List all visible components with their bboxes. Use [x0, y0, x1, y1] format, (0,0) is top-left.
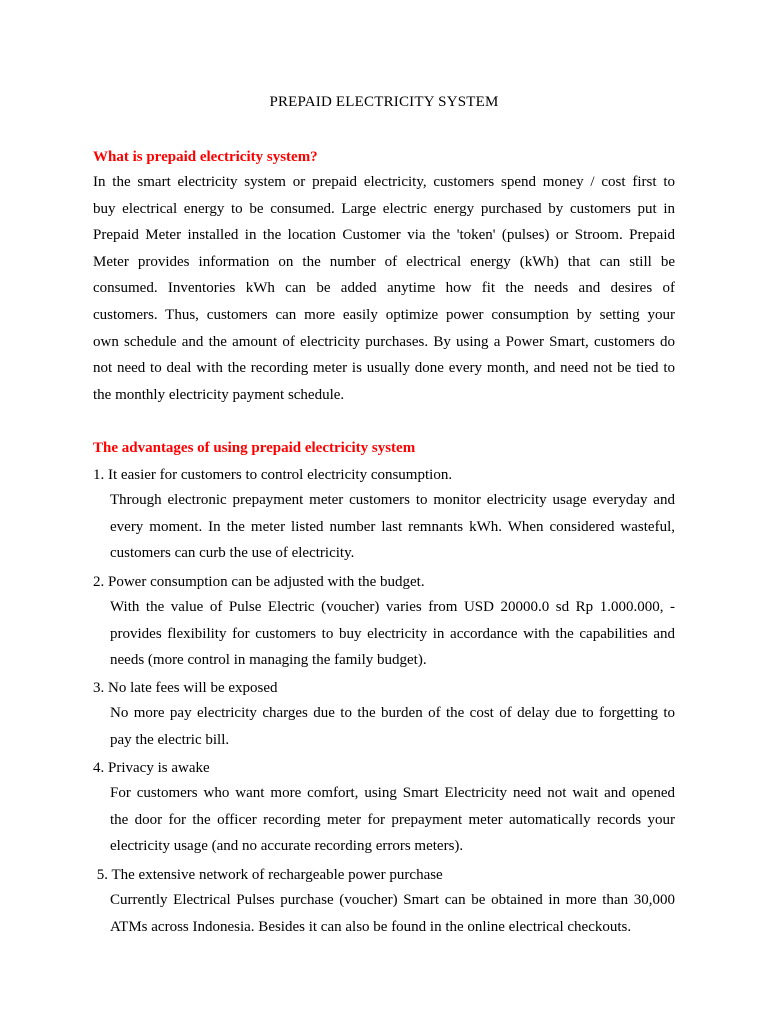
body-line: With the value of Pulse Electric (voucher) varies from USD 20000.0 sd Rp 1.000.000, -	[110, 599, 675, 615]
paragraph-line: Meter provides information on the number of electrical energy (kWh) that can still be	[93, 253, 675, 270]
body-line: provides flexibility for customers to buy electricity in accordance with the capabilities and	[110, 625, 675, 642]
intro-paragraph	[93, 169, 675, 408]
advantage-item-body	[110, 487, 675, 567]
body-line: ATMs across Indonesia. Besides it can also be found in the online electrical checkouts.	[110, 918, 632, 935]
body-line: every moment. In the meter listed number last remnants kWh. When considered wasteful,	[110, 518, 675, 535]
paragraph-line: own schedule and the amount of electricity purchases. By using a Power Smart, customers do	[93, 333, 675, 350]
advantage-item-label: 5. The extensive network of rechargeable power purchase	[93, 867, 443, 883]
body-line: No more pay electricity charges due to the burden of the cost of delay due to forgetting to	[110, 705, 675, 721]
advantage-item-body	[110, 700, 675, 753]
advantage-item-label: 1. It easier for customers to control electricity consumption.	[93, 467, 453, 483]
advantage-item-body	[110, 594, 675, 674]
paragraph-line: not need to deal with the recording meter is usually done every month, and need not be tied to	[93, 360, 675, 377]
advantage-item-label: 4. Privacy is awake	[93, 760, 210, 776]
paragraph-line: consumed. Inventories kWh can be added anytime how fit the needs and desires of	[93, 280, 675, 297]
paragraph-line: Prepaid Meter installed in the location Customer via the 'token' (pulses) or Stroom. Prepaid	[93, 227, 675, 244]
section-heading-what-is: What is prepaid electricity system?	[93, 149, 318, 165]
paragraph-line: In the smart electricity system or prepaid electricity, customers spend money / cost first to	[93, 174, 675, 190]
body-line: Currently Electrical Pulses purchase (voucher) Smart can be obtained in more than 30,000	[110, 892, 675, 908]
advantage-item-body	[110, 780, 675, 860]
paragraph-line: customers. Thus, customers can more easily optimize power consumption by setting your	[93, 306, 675, 323]
body-line: For customers who want more comfort, using Smart Electricity need not wait and opened	[110, 785, 675, 801]
paragraph-line: buy electrical energy to be consumed. Large electric energy purchased by customers put in	[93, 200, 675, 217]
body-line: pay the electric bill.	[110, 731, 230, 748]
document-title: PREPAID ELECTRICITY SYSTEM	[269, 94, 499, 110]
body-line: needs (more control in managing the family budget).	[110, 652, 427, 669]
section-heading-advantages: The advantages of using prepaid electricity system	[93, 440, 416, 456]
advantage-item-label: 2. Power consumption can be adjusted with the budget.	[93, 574, 425, 590]
advantage-item-body	[110, 887, 675, 940]
body-line: the door for the officer recording meter for prepayment meter automatically records your	[110, 811, 675, 828]
paragraph-line: the monthly electricity payment schedule.	[93, 386, 345, 403]
body-line: electricity usage (and no accurate recording errors meters).	[110, 838, 464, 855]
advantage-item-label: 3. No late fees will be exposed	[93, 680, 278, 696]
body-line: customers can curb the use of electricity.	[110, 545, 355, 562]
body-line: Through electronic prepayment meter customers to monitor electricity usage everyday and	[110, 492, 675, 508]
